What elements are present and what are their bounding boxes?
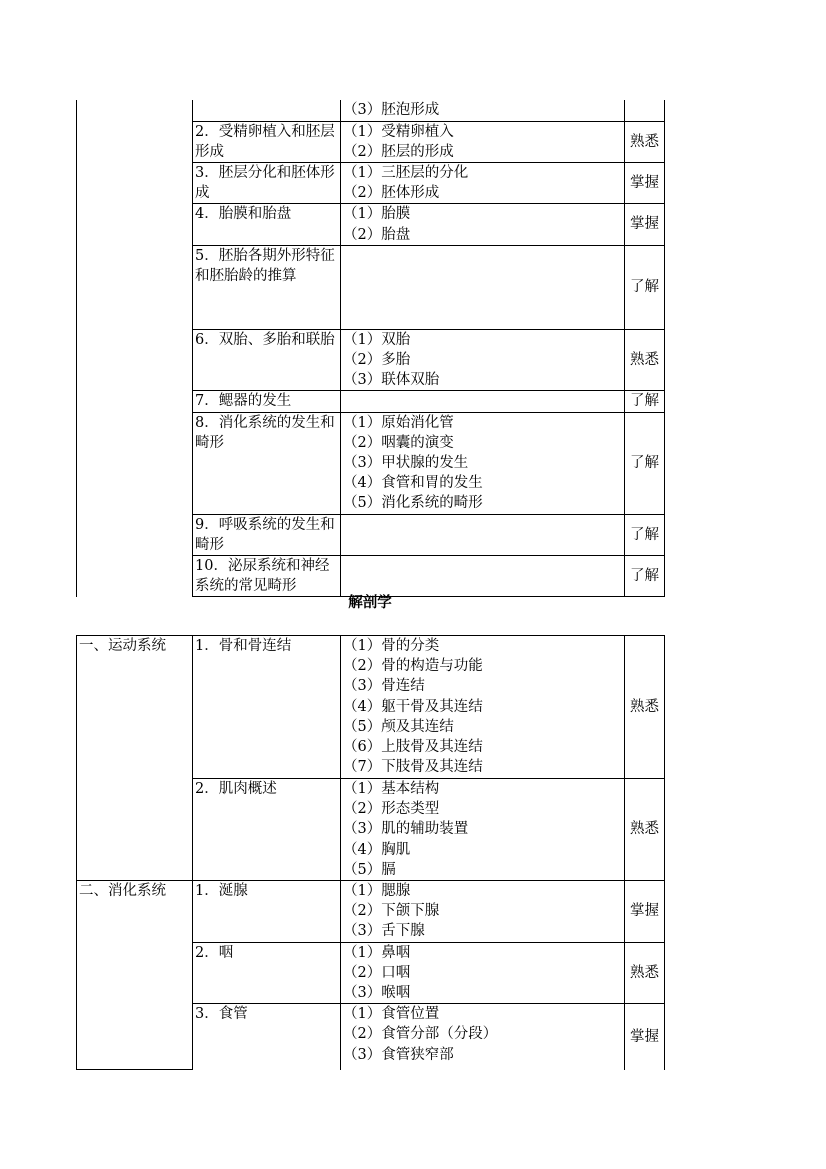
table-row — [77, 100, 665, 121]
level-cell: 了解 — [625, 412, 665, 514]
detail-cell: （1）腮腺 （2）下颌下腺 （3）舌下腺 — [341, 881, 625, 943]
topic-cell: 8．消化系统的发生和畸形 — [193, 412, 341, 514]
topic-cell: 5．胚胎各期外形特征和胚胎龄的推算 — [193, 245, 341, 329]
level-cell: 掌握 — [625, 204, 665, 245]
topic-cell — [193, 100, 341, 121]
detail-cell: （1）骨的分类 （2）骨的构造与功能 （3）骨连结 （4）躯干骨及其连结 （5）颅及其连结 （6）上肢骨及其连结 （7）下肢骨及其连结 — [341, 636, 625, 779]
topic-cell: 2．受精卵植入和胚层形成 — [193, 121, 341, 162]
detail-cell: （1）鼻咽 （2）口咽 （3）喉咽 — [341, 942, 625, 1004]
level-cell — [625, 100, 665, 121]
level-cell: 熟悉 — [625, 121, 665, 162]
topic-cell: 2．肌肉概述 — [193, 779, 341, 881]
topic-cell: 4．胎膜和胎盘 — [193, 204, 341, 245]
table-row — [77, 881, 665, 943]
detail-cell — [341, 391, 625, 412]
level-cell: 掌握 — [625, 1004, 665, 1070]
detail-cell — [341, 514, 625, 555]
detail-cell: （1）胎膜 （2）胎盘 — [341, 204, 625, 245]
detail-cell: （1）三胚层的分化 （2）胚体形成 — [341, 162, 625, 203]
topic-cell: 6．双胎、多胎和联胎 — [193, 329, 341, 391]
topic-cell: 9．呼吸系统的发生和畸形 — [193, 514, 341, 555]
level-cell: 熟悉 — [625, 779, 665, 881]
level-cell: 了解 — [625, 514, 665, 555]
topic-cell: 3．食管 — [193, 1004, 341, 1070]
section-title: 解剖学 — [348, 595, 392, 611]
topic-cell: 7．鳃器的发生 — [193, 391, 341, 412]
level-cell: 掌握 — [625, 881, 665, 943]
level-cell: 了解 — [625, 555, 665, 596]
system-cell: 二、消化系统 — [77, 881, 193, 1070]
level-cell: 熟悉 — [625, 636, 665, 779]
embryology-table — [76, 100, 665, 597]
system-cell: 一、运动系统 — [77, 636, 193, 881]
level-cell: 掌握 — [625, 162, 665, 203]
level-cell: 熟悉 — [625, 942, 665, 1004]
topic-cell: 2．咽 — [193, 942, 341, 1004]
detail-cell: （1）食管位置 （2）食管分部（分段） （3）食管狭窄部 — [341, 1004, 625, 1070]
system-cell-empty — [77, 100, 193, 597]
detail-cell — [341, 245, 625, 329]
detail-cell: （3）胚泡形成 — [341, 100, 625, 121]
topic-cell: 3．胚层分化和胚体形成 — [193, 162, 341, 203]
topic-cell: 1．涎腺 — [193, 881, 341, 943]
topic-cell: 1．骨和骨连结 — [193, 636, 341, 779]
anatomy-table — [76, 635, 665, 1070]
topic-cell: 10．泌尿系统和神经系统的常见畸形 — [193, 555, 341, 596]
table-row — [77, 636, 665, 779]
level-cell: 熟悉 — [625, 329, 665, 391]
level-cell: 了解 — [625, 245, 665, 329]
detail-cell: （1）受精卵植入 （2）胚层的形成 — [341, 121, 625, 162]
detail-cell: （1）双胎 （2）多胎 （3）联体双胎 — [341, 329, 625, 391]
level-cell: 了解 — [625, 391, 665, 412]
detail-cell: （1）基本结构 （2）形态类型 （3）肌的辅助装置 （4）胸肌 （5）膈 — [341, 779, 625, 881]
detail-cell: （1）原始消化管 （2）咽囊的演变 （3）甲状腺的发生 （4）食管和胃的发生 （5）消化系统的畸形 — [341, 412, 625, 514]
